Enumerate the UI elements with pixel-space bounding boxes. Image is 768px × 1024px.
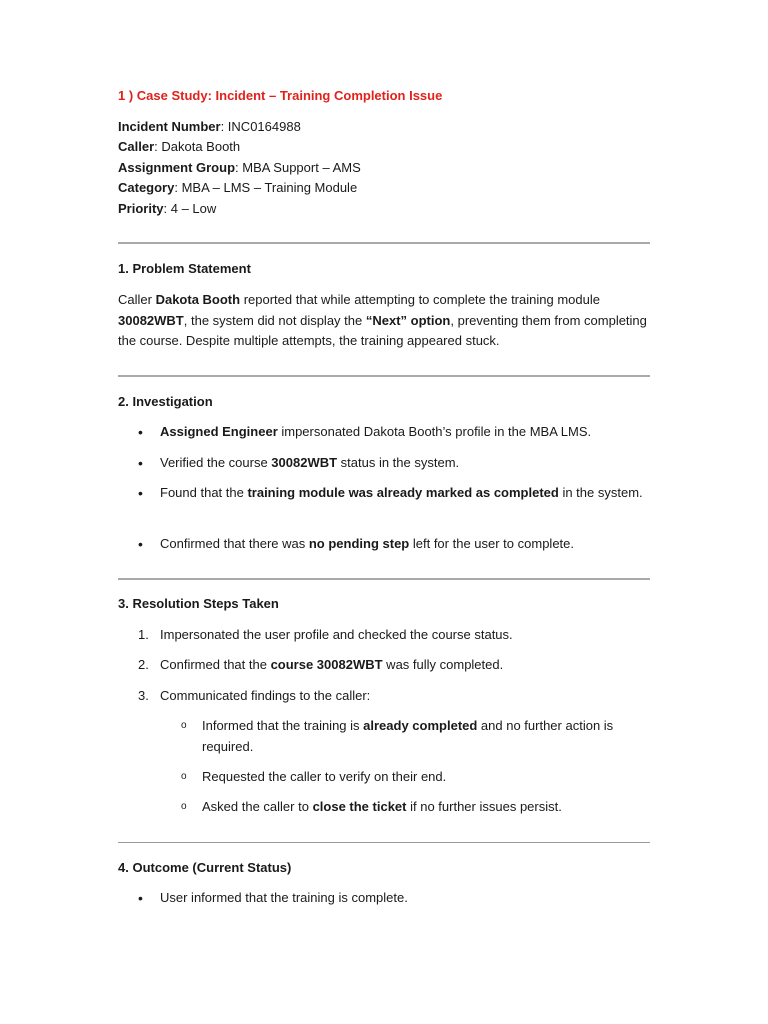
step-number: 3. <box>138 688 149 703</box>
resolution-substep <box>202 797 650 818</box>
section-divider <box>118 578 650 580</box>
field-label: Caller <box>118 139 155 154</box>
caller-name-bold: Dakota Booth <box>155 292 241 307</box>
field-incident-number <box>118 117 301 137</box>
bold-run: 30082WBT <box>271 455 338 470</box>
resolution-step: Impersonated the user profile and checked the course status. <box>160 627 513 642</box>
bold-run: course 30082WBT <box>270 657 383 672</box>
investigation-item <box>160 422 650 443</box>
bullet-icon: • <box>138 890 143 906</box>
bullet-icon: • <box>138 455 143 471</box>
bold-run: no pending step <box>308 536 410 551</box>
text-run: was fully completed. <box>382 657 504 672</box>
text-run: Confirmed that there was <box>160 536 309 551</box>
section-divider <box>118 842 650 843</box>
resolution-step <box>160 655 650 676</box>
text-run: in the system. <box>558 485 643 500</box>
text-run: Asked the caller to <box>202 799 313 814</box>
resolution-step: Communicated findings to the caller: <box>160 688 371 703</box>
field-value: : MBA Support – AMS <box>235 160 361 175</box>
problem-paragraph <box>118 290 650 352</box>
problem-heading: 1. Problem Statement <box>118 261 251 276</box>
outcome-heading: 4. Outcome (Current Status) <box>118 860 292 875</box>
resolution-substep <box>202 716 650 757</box>
section-divider <box>118 242 650 244</box>
text-run: Verified the course <box>160 455 272 470</box>
field-label: Category <box>118 180 175 195</box>
investigation-item <box>160 483 650 504</box>
field-label: Incident Number <box>118 119 221 134</box>
step-number: 2. <box>138 657 149 672</box>
resolution-substep: Requested the caller to verify on their end. <box>202 769 447 784</box>
text-run: and no further action is required. <box>202 718 614 754</box>
text-run: Caller <box>118 292 156 307</box>
investigation-item <box>160 534 650 555</box>
field-label: Assignment Group <box>118 160 236 175</box>
case-study-title: 1 ) Case Study: Incident – Training Completion Issue <box>118 88 443 103</box>
text-run: Confirmed that the <box>160 657 271 672</box>
field-priority <box>118 199 216 219</box>
field-assignment-group <box>118 158 361 178</box>
field-label: Priority <box>118 201 164 216</box>
text-run: Informed that the training is <box>202 718 364 733</box>
investigation-item <box>160 453 650 474</box>
field-value: : MBA – LMS – Training Module <box>174 180 358 195</box>
bold-run: already completed <box>363 718 478 733</box>
text-run: left for the user to complete. <box>409 536 574 551</box>
bold-run: Assigned Engineer <box>160 424 278 439</box>
outcome-item: User informed that the training is complete. <box>160 890 408 905</box>
circle-bullet-icon: o <box>181 771 187 782</box>
field-category <box>118 178 357 198</box>
text-run: , preventing them from completing the course. Despite multiple attempts, the training appeared stuck. <box>118 312 647 348</box>
text-run: , the system did not display the <box>183 312 366 328</box>
bullet-icon: • <box>138 424 143 440</box>
circle-bullet-icon: o <box>181 720 187 731</box>
field-value: : INC0164988 <box>220 119 301 134</box>
module-id-bold: 30082WBT <box>118 312 184 328</box>
bold-run: close the ticket <box>312 799 407 814</box>
section-divider <box>118 375 650 377</box>
field-caller <box>118 137 240 157</box>
resolution-heading: 3. Resolution Steps Taken <box>118 596 279 611</box>
bullet-icon: • <box>138 536 143 552</box>
circle-bullet-icon: o <box>181 801 187 812</box>
text-run: Found that the <box>160 485 248 500</box>
text-run: status in the system. <box>337 455 460 470</box>
text-run: if no further issues persist. <box>406 799 562 814</box>
field-value: : 4 – Low <box>163 201 217 216</box>
text-run: reported that while attempting to complete the training module <box>240 292 600 307</box>
step-number: 1. <box>138 627 149 642</box>
next-option-bold: “Next” option <box>365 312 451 328</box>
field-value: : Dakota Booth <box>154 139 241 154</box>
investigation-heading: 2. Investigation <box>118 394 213 409</box>
text-run: impersonated Dakota Booth’s profile in the MBA LMS. <box>277 424 592 439</box>
bold-run: training module was already marked as completed <box>247 485 559 500</box>
bullet-icon: • <box>138 485 143 501</box>
